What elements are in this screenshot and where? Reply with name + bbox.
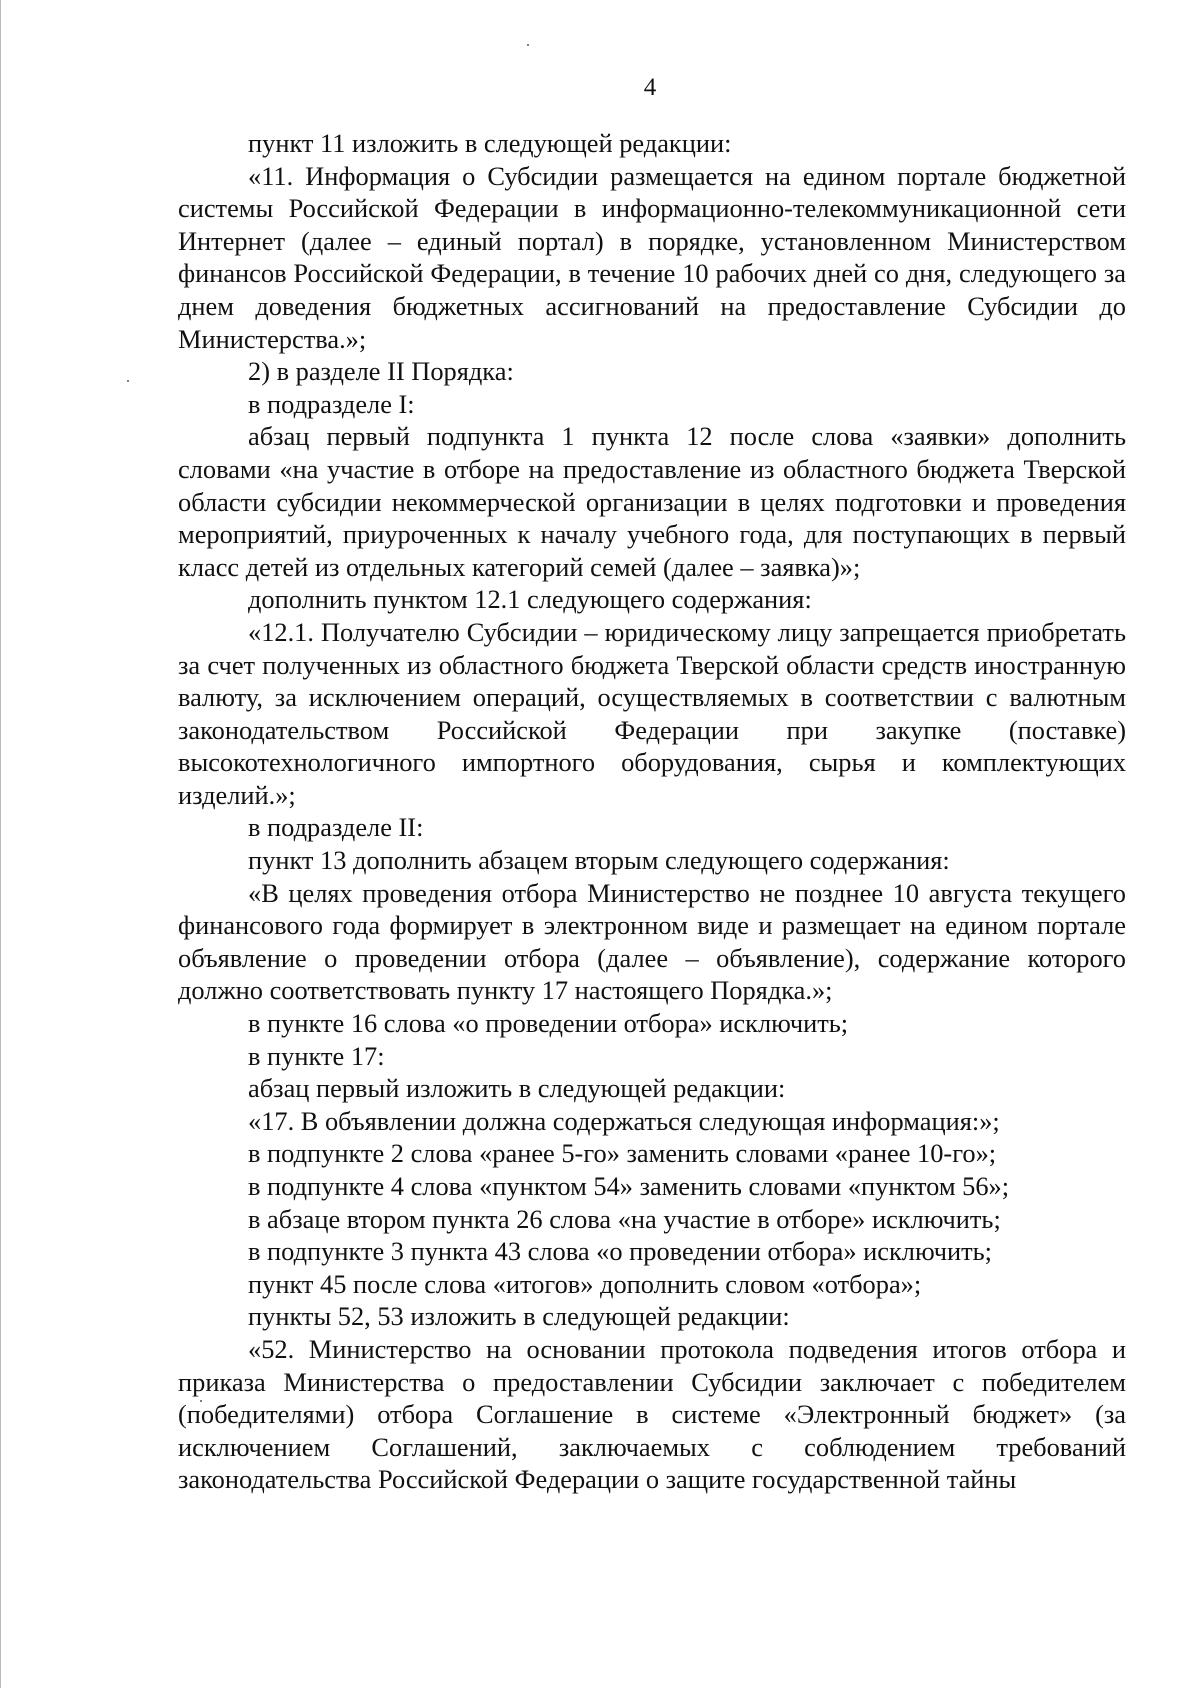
paragraph: пункт 11 изложить в следующей редакции: — [248, 128, 732, 158]
paragraph: «52. Министерство на основании протокола подведения итогов отбора и приказа Министерства о предоставлении Субсидии заключает с победителем (победителями) отбора Соглашение в системе «Электронный бюджет» (за исключением Соглашений, заключаемых с соблюдением требований законодательства Российской Федерации о защите государственной тайны — [178, 1333, 1126, 1495]
paragraph: «17. В объявлении должна содержаться следующая информация:»; — [248, 1105, 1000, 1136]
paragraph: в пункте 17: — [248, 1040, 385, 1071]
paragraph: в подразделе II: — [248, 812, 424, 843]
paragraph: пункт 45 после слова «итогов» дополнить словом «отбора»; — [248, 1268, 922, 1299]
scan-edge-line — [0, 0, 1, 1688]
scan-speck — [527, 44, 529, 46]
paragraph: дополнить пунктом 12.1 следующего содержания: — [248, 584, 812, 615]
paragraph: «В целях проведения отбора Министерство не позднее 10 августа текущего финансового года формирует в электронном виде и размещает на едином портале объявление о проведении отбора (далее – объявление), содержание которого должно соответствовать пункту 17 настоящего Порядка.»; — [178, 877, 1126, 1006]
paragraph: абзац первый подпункта 1 пункта 12 после слова «заявки» дополнить словами «на участие в отборе на предоставление из областного бюджета Тверской области субсидии некоммерческой организации в целях подготовки и проведения мероприятий, приуроченных к началу учебного года, для поступающих в первый класс детей из отдельных категорий семей (далее – заявка)»; — [178, 421, 1126, 582]
page-number: 4 — [643, 74, 657, 101]
paragraph: в подпункте 2 слова «ранее 5-го» заменить словами «ранее 10-го»; — [248, 1138, 997, 1169]
paragraph: пункты 52, 53 изложить в следующей редакции: — [248, 1301, 790, 1332]
paragraph: в подпункте 4 слова «пунктом 54» заменить словами «пунктом 56»; — [248, 1171, 1010, 1201]
scan-speck — [127, 380, 129, 382]
paragraph: пункт 13 дополнить абзацем вторым следующего содержания: — [248, 845, 950, 876]
paragraph: «11. Информация о Субсидии размещается на едином портале бюджетной системы Российской Федерации в информационно-телекоммуникационной сети Интернет (далее – единый портал) в порядке, установленном Министерством финансов Российской Федерации, в течение 10 рабочих дней со дня, следующего за днем доведения бюджетных ассигнований на предоставление Субсидии до Министерства.»; — [178, 160, 1126, 354]
paragraph: в пункте 16 слова «о проведении отбора» исключить; — [248, 1008, 849, 1039]
paragraph: в подпункте 3 пункта 43 слова «о проведении отбора» исключить; — [248, 1236, 992, 1267]
paragraph: «12.1. Получателю Субсидии – юридическому лицу запрещается приобретать за счет полученных из областного бюджета Тверской области средств иностранную валюту, за исключением операций, осуществляемых в соответствии с валютным законодательством Российской Федерации при закупке (поставке) высокотехнологичного импортного оборудования, сырья и комплектующих изделий.»; — [178, 616, 1126, 810]
paragraph: в подразделе I: — [248, 388, 415, 419]
document-body — [178, 127, 1126, 1496]
paragraph: в абзаце втором пункта 26 слова «на участие в отборе» исключить; — [248, 1203, 1001, 1234]
paragraph: 2) в разделе II Порядка: — [248, 356, 514, 387]
paragraph: абзац первый изложить в следующей редакции: — [248, 1073, 786, 1104]
